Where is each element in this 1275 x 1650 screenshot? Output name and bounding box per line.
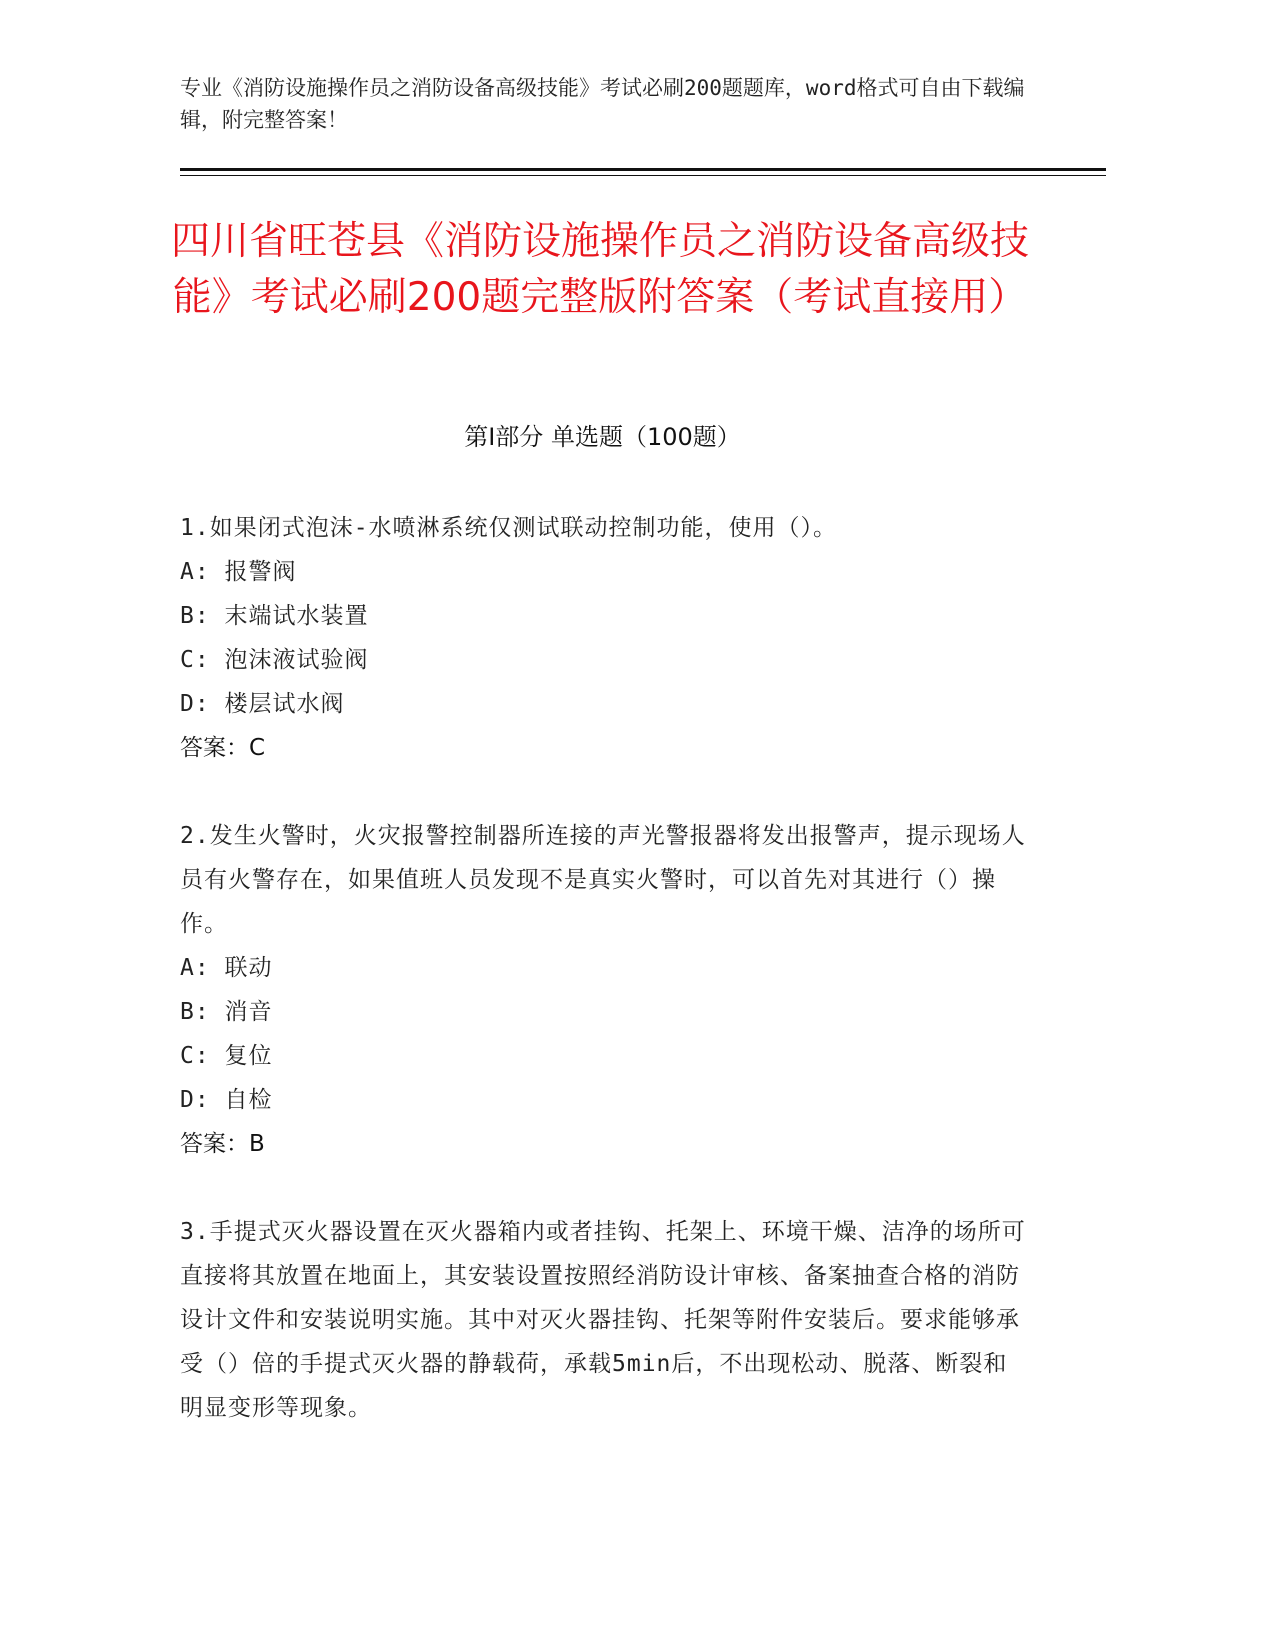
question-1	[180, 506, 1030, 770]
question-2	[180, 814, 1030, 1166]
document-title: 四川省旺苍县《消防设施操作员之消防设备高级技能》考试必刷200题完整版附答案（考试直接用）	[170, 219, 1029, 320]
question-3	[180, 1210, 1030, 1430]
option-a: A: 联动	[180, 955, 273, 981]
header-note: 专业《消防设施操作员之消防设备高级技能》考试必刷200题题库，word格式可自由下载编辑，附完整答案！	[180, 76, 1025, 132]
question-stem: 1.如果闭式泡沫-水喷淋系统仅测试联动控制功能，使用（）。	[180, 515, 838, 541]
option-b: B: 末端试水装置	[180, 603, 369, 629]
option-d: D: 自检	[180, 1087, 273, 1113]
option-a: A: 报警阀	[180, 559, 297, 585]
header-rule-thick	[180, 168, 1106, 171]
answer: 答案：C	[180, 735, 266, 761]
question-stem: 3.手提式灭火器设置在灭火器箱内或者挂钩、托架上、环境干燥、洁净的场所可直接将其放置在地面上，其安装设置按照经消防设计审核、备案抽查合格的消防设计文件和安装说明实施。其中对灭火器挂钩、托架等附件安装后。要求能够承受（）倍的手提式灭火器的静载荷，承载5min后，不出现松动、脱落、断裂和明显变形等现象。	[180, 1219, 1026, 1421]
option-b: B: 消音	[180, 999, 273, 1025]
question-list	[180, 506, 1030, 1474]
option-d: D: 楼层试水阀	[180, 691, 345, 717]
header-rule-thin	[180, 175, 1106, 176]
option-c: C: 复位	[180, 1043, 273, 1069]
question-stem: 2.发生火警时，火灾报警控制器所连接的声光警报器将发出报警声，提示现场人员有火警存在，如果值班人员发现不是真实火警时，可以首先对其进行（）操作。	[180, 823, 1026, 937]
option-c: C: 泡沫液试验阀	[180, 647, 369, 673]
section-heading: 第Ⅰ部分 单选题（100题）	[464, 423, 741, 451]
answer: 答案：B	[180, 1131, 265, 1157]
